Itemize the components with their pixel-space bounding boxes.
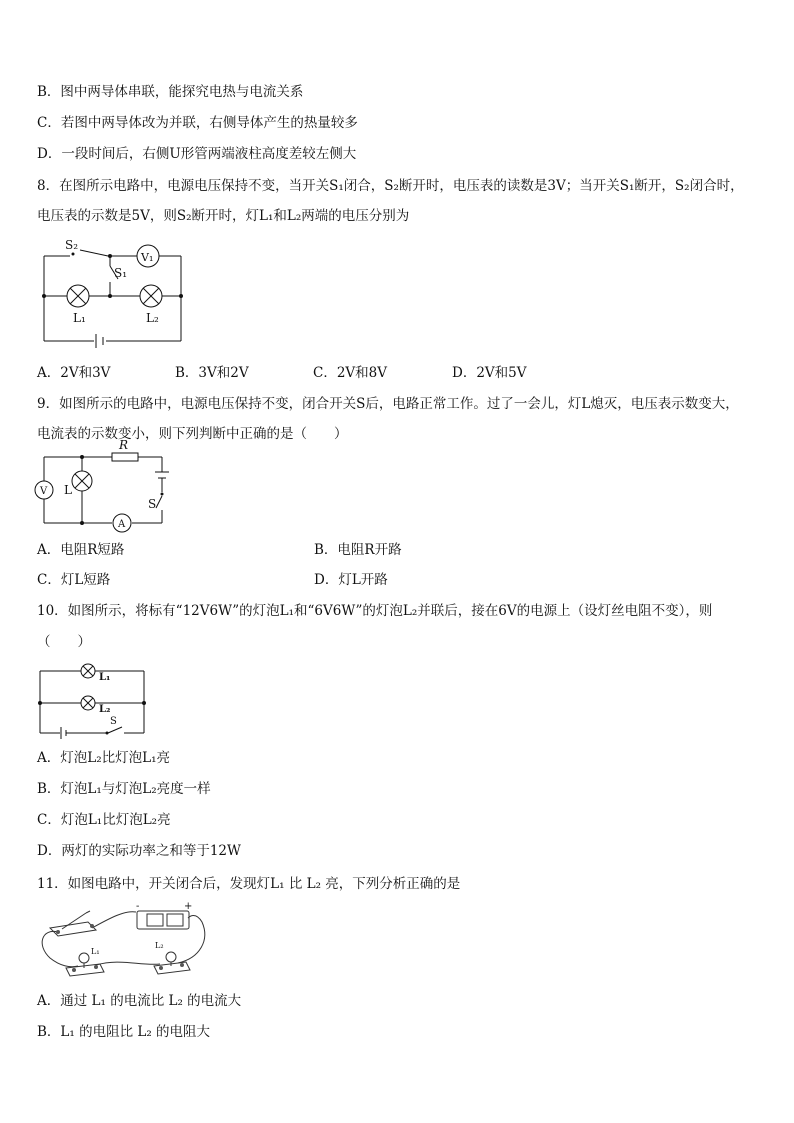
q9-option-a: A．电阻R短路 xyxy=(37,542,125,558)
q8-option-a: A．2V和3V xyxy=(37,365,111,381)
q7-option-c: C．若图中两导体改为并联，右侧导体产生的热量较多 xyxy=(37,115,358,131)
q9-option-c: C．灯L短路 xyxy=(37,572,111,588)
q9-label-v: V xyxy=(40,486,48,497)
q10-stem-line1: 10．如图所示，将标有“12V6W”的灯泡L₁和“6V6W”的灯泡L₂并联后，接在6V的电源上（设灯丝电阻不变），则 xyxy=(37,603,713,619)
q10-label-l1: L₁ xyxy=(99,672,111,683)
q10-option-a: A．灯泡L₂比灯泡L₁亮 xyxy=(37,750,171,766)
q8-label-s1: S₁ xyxy=(114,266,128,280)
q10-option-b: B．灯泡L₁与灯泡L₂亮度一样 xyxy=(37,781,211,797)
q8-option-c: C．2V和8V xyxy=(313,365,388,381)
q10-stem-line2: （ ） xyxy=(37,634,91,650)
q8-stem-line1: 8．在图所示电路中，电源电压保持不变，当开关S₁闭合，S₂断开时，电压表的读数是3V；当开关S₁断开，S₂闭合时， xyxy=(37,178,744,194)
q8-label-l2: L₂ xyxy=(146,311,159,325)
q11-label-l1: L₁ xyxy=(91,947,100,956)
q9-stem-line1: 9．如图所示的电路中，电源电压保持不变，闭合开关S后，电路正常工作。过了一会儿，灯L熄灭，电压表示数变大， xyxy=(37,396,739,412)
q7-option-b: B．图中两导体串联，能探究电热与电流关系 xyxy=(37,84,304,100)
q9-label-a: A xyxy=(118,519,126,530)
q10-option-d: D．两灯的实际功率之和等于12W xyxy=(37,843,241,859)
q10-option-c: C．灯泡L₁比灯泡L₂亮 xyxy=(37,812,171,828)
q8-option-b: B．3V和2V xyxy=(175,365,249,381)
q10-label-l2: L₂ xyxy=(99,704,111,715)
q8-label-s2: S₂ xyxy=(65,238,79,252)
q9-label-s: S xyxy=(148,497,157,511)
q7-option-d: D．一段时间后，右侧U形管两端液柱高度差较左侧大 xyxy=(37,146,357,162)
q8-label-l1: L₁ xyxy=(73,311,86,325)
q11-label-minus: - xyxy=(136,901,140,912)
q9-label-l: L xyxy=(64,483,72,497)
q9-stem-line2: 电流表的示数变小，则下列判断中正确的是（ ） xyxy=(37,426,348,442)
q11-option-b: B．L₁ 的电阻比 L₂ 的电阻大 xyxy=(37,1024,211,1040)
q8-stem-line2: 电压表的示数是5V，则S₂断开时，灯L₁和L₂两端的电压分别为 xyxy=(37,208,410,224)
q8-option-d: D．2V和5V xyxy=(452,365,527,381)
q11-label-l2: L₂ xyxy=(155,941,164,950)
q11-label-plus: + xyxy=(184,901,193,912)
q11-option-a: A．通过 L₁ 的电流比 L₂ 的电流大 xyxy=(37,993,242,1009)
q8-label-v1: V₁ xyxy=(141,251,154,264)
q11-stem-line1: 11．如图电路中，开关闭合后，发现灯L₁ 比 L₂ 亮，下列分析正确的是 xyxy=(37,876,461,892)
q10-label-s: S xyxy=(110,716,117,727)
q9-option-d: D．灯L开路 xyxy=(314,572,388,588)
q9-option-b: B．电阻R开路 xyxy=(314,542,402,558)
q9-label-r: R xyxy=(119,438,129,452)
q11-circuit-illustration xyxy=(0,0,220,990)
